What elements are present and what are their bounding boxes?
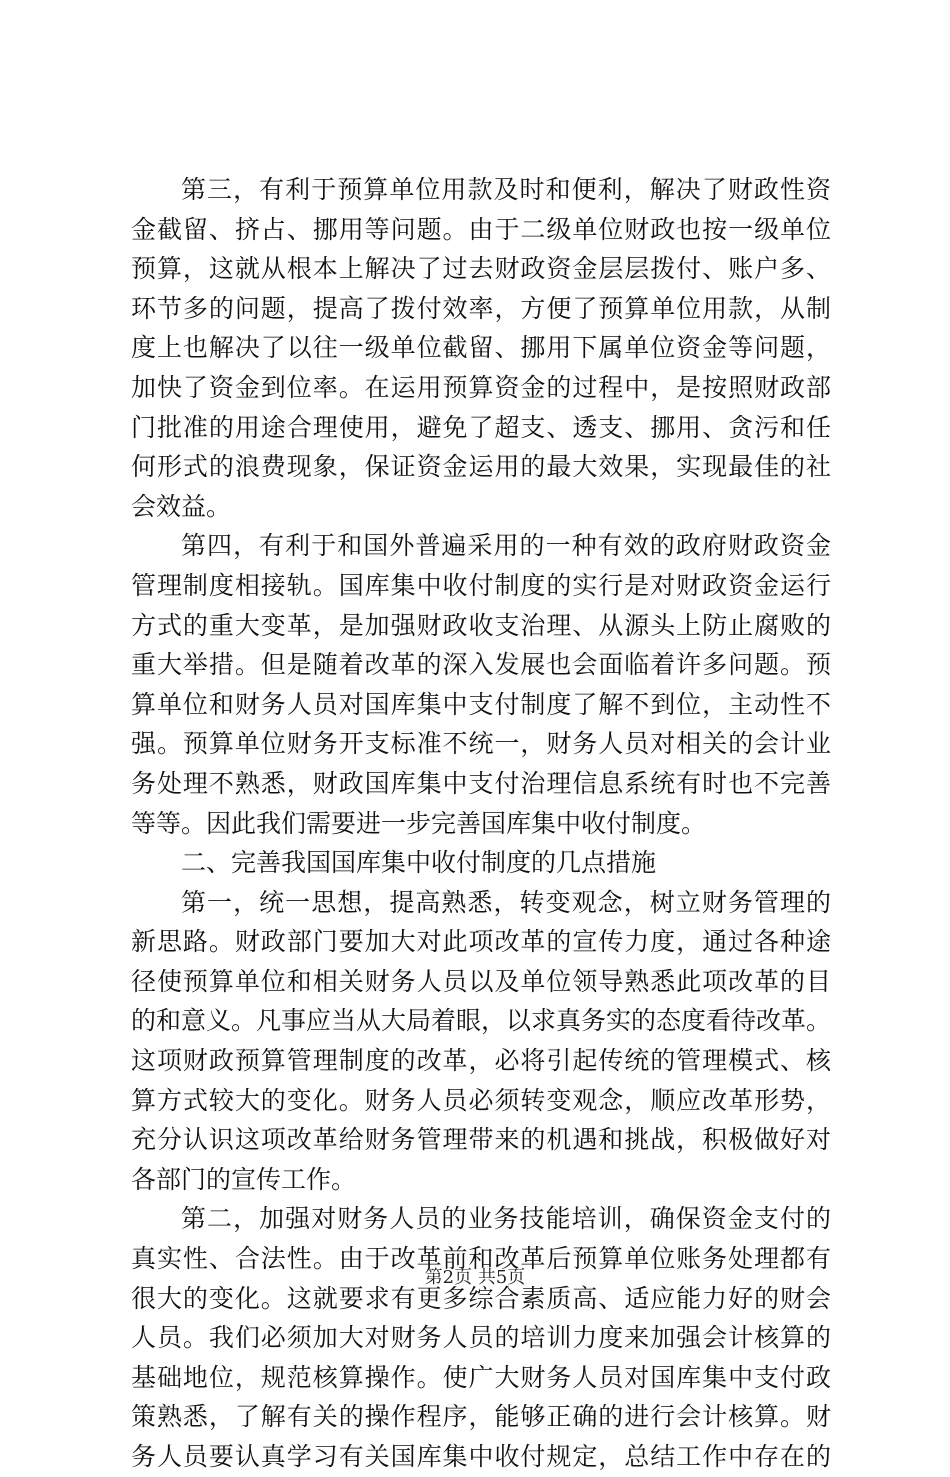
text-line: 务处理不熟悉，财政国库集中支付治理信息系统有时也不完善 [131, 768, 831, 798]
text-line: 何形式的浪费现象，保证资金运用的最大效果，实现最佳的社 [131, 452, 831, 482]
text-line: 真实性、合法性。由于改革前和改革后预算单位账务处理都有 [131, 1244, 831, 1274]
text-line: 新思路。财政部门要加大对此项改革的宣传力度，通过各种途 [131, 927, 831, 957]
text-line: 环节多的问题，提高了拨付效率，方便了预算单位用款，从制 [131, 293, 831, 323]
text-line: 等等。因此我们需要进一步完善国库集中收付制度。 [131, 808, 707, 838]
text-line: 金截留、挤占、挪用等问题。由于二级单位财政也按一级单位 [131, 214, 831, 244]
text-line: 预算，这就从根本上解决了过去财政资金层层拨付、账户多、 [131, 254, 831, 284]
text-line: 充分认识这项改革给财务管理带来的机遇和挑战，积极做好对 [131, 1125, 831, 1155]
text-line: 度上也解决了以往一级单位截留、挪用下属单位资金等问题， [131, 333, 831, 363]
text-line: 门批准的用途合理使用，避免了超支、透支、挪用、贪污和任 [131, 412, 831, 442]
text-line: 第一，统一思想，提高熟悉，转变观念，树立财务管理的 [181, 887, 831, 917]
text-line: 第四，有利于和国外普遍采用的一种有效的政府财政资金 [181, 531, 831, 561]
text-line: 各部门的宣传工作。 [131, 1164, 357, 1194]
text-line: 径使预算单位和相关财务人员以及单位领导熟悉此项改革的目 [131, 966, 831, 996]
text-line: 算单位和财务人员对国库集中支付制度了解不到位，主动性不 [131, 689, 831, 719]
text-line: 策熟悉，了解有关的操作程序，能够正确的进行会计核算。财 [131, 1402, 831, 1432]
text-line: 强。预算单位财务开支标准不统一，财务人员对相关的会计业 [131, 729, 831, 759]
text-line: 基础地位，规范核算操作。使广大财务人员对国库集中支付政 [131, 1362, 831, 1392]
page-number-footer: 第2页 共5页 [424, 1267, 526, 1288]
text-line: 很大的变化。这就要求有更多综合素质高、适应能力好的财会 [131, 1283, 831, 1313]
text-line: 二、完善我国国库集中收付制度的几点措施 [181, 848, 657, 878]
text-line: 人员。我们必须加大对财务人员的培训力度来加强会计核算的 [131, 1323, 831, 1353]
text-line: 这项财政预算管理制度的改革，必将引起传统的管理模式、核 [131, 1046, 831, 1076]
text-line: 方式的重大变革，是加强财政收支治理、从源头上防止腐败的 [131, 610, 831, 640]
text-line: 算方式较大的变化。财务人员必须转变观念，顺应改革形势， [131, 1085, 831, 1115]
text-line: 的和意义。凡事应当从大局着眼，以求真务实的态度看待改革。 [131, 1006, 832, 1036]
text-line: 重大举措。但是随着改革的深入发展也会面临着许多问题。预 [131, 650, 831, 680]
text-line: 管理制度相接轨。国库集中收付制度的实行是对财政资金运行 [131, 570, 831, 600]
text-line: 加快了资金到位率。在运用预算资金的过程中，是按照财政部 [131, 372, 831, 402]
text-line: 第二，加强对财务人员的业务技能培训，确保资金支付的 [181, 1204, 831, 1234]
text-line: 务人员要认真学习有关国库集中收付规定，总结工作中存在的 [131, 1442, 831, 1471]
text-line: 第三，有利于预算单位用款及时和便利，解决了财政性资 [181, 175, 831, 204]
text-line: 会效益。 [131, 491, 232, 521]
